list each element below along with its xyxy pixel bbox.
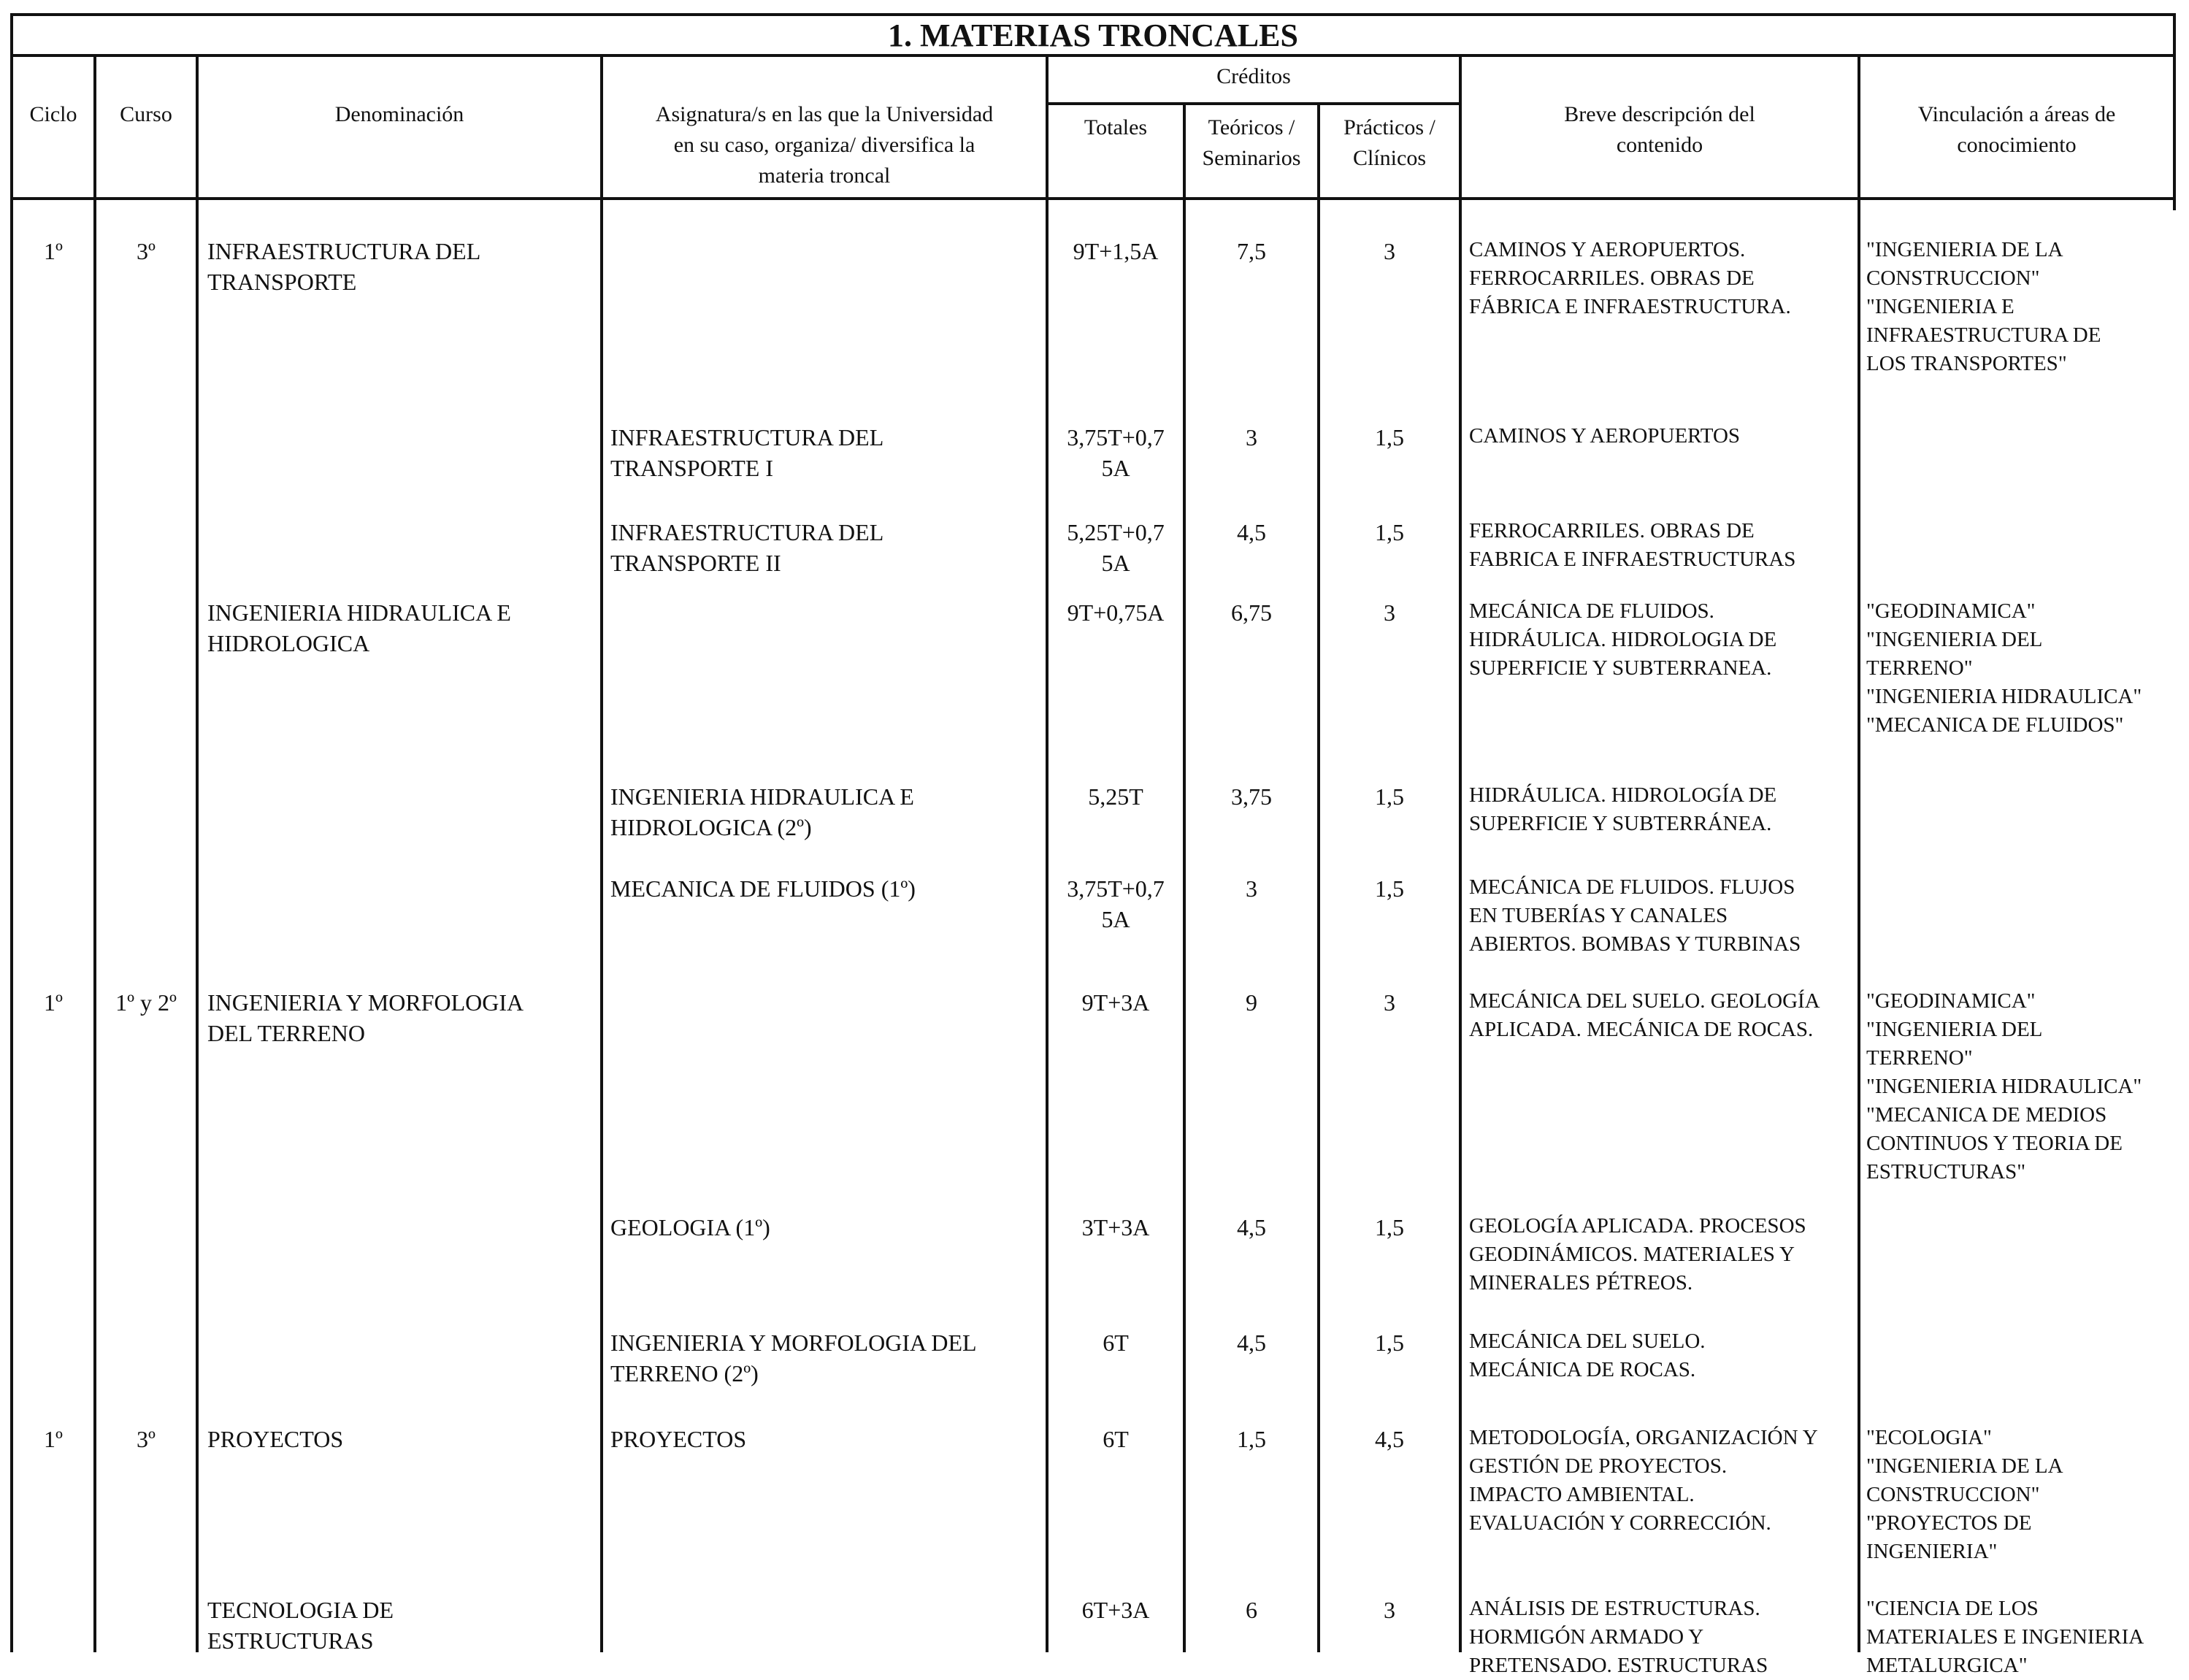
cell-descripcion: MECÁNICA DEL SUELO. GEOLOGÍA APLICADA. MECÁNICA DE ROCAS. [1469, 989, 1820, 1041]
column-rule [196, 57, 199, 1652]
cell-descripcion: MECÁNICA DE FLUIDOS. HIDRÁULICA. HIDROLOGIA DE SUPERFICIE Y SUBTERRANEA. [1469, 599, 1777, 680]
creditos-rule [1046, 102, 1459, 105]
column-rule [1459, 57, 1462, 1652]
header-ciclo: Ciclo [29, 102, 77, 126]
cell-denominacion: INGENIERIA HIDRAULICA E HIDROLOGICA [207, 599, 511, 656]
column-rule [1046, 57, 1049, 1652]
column-rule [10, 57, 13, 1652]
header-practicos: Prácticos / Clínicos [1343, 115, 1435, 170]
cell-teoricos: 3,75 [1231, 783, 1272, 810]
cell-asignatura: MECANICA DE FLUIDOS (1º) [610, 875, 916, 902]
cell-totales: 9T+3A [1081, 989, 1150, 1016]
cell-ciclo: 1º [44, 238, 63, 264]
cell-ciclo: 1º [44, 989, 63, 1016]
cell-descripcion: CAMINOS Y AEROPUERTOS [1469, 424, 1741, 448]
cell-curso: 1º y 2º [115, 989, 177, 1016]
cell-totales: 5,25T+0,7 5A [1067, 519, 1165, 576]
header-curso: Curso [120, 102, 172, 126]
cell-totales: 6T [1103, 1426, 1129, 1452]
header-totales: Totales [1084, 115, 1148, 139]
header-creditos: Créditos [1216, 64, 1291, 88]
cell-vinculacion: "ECOLOGIA" "INGENIERIA DE LA CONSTRUCCION" "PROYECTOS DE INGENIERIA" [1866, 1426, 2063, 1563]
cell-asignatura: INFRAESTRUCTURA DEL TRANSPORTE I [610, 424, 884, 481]
header-denominacion: Denominación [334, 102, 464, 126]
cell-teoricos: 6 [1246, 1597, 1257, 1623]
column-rule [600, 57, 603, 1652]
cell-vinculacion: "CIENCIA DE LOS MATERIALES E INGENIERIA METALURGICA" [1866, 1597, 2144, 1677]
cell-totales: 9T+1,5A [1073, 238, 1159, 264]
cell-denominacion: INFRAESTRUCTURA DEL TRANSPORTE [207, 238, 481, 295]
cell-totales: 3,75T+0,7 5A [1067, 875, 1165, 932]
cell-asignatura: INGENIERIA HIDRAULICA E HIDROLOGICA (2º) [610, 783, 914, 840]
column-rule [1858, 57, 1860, 1652]
cell-descripcion: ANÁLISIS DE ESTRUCTURAS. HORMIGÓN ARMADO Y PRETENSADO. ESTRUCTURAS [1469, 1597, 1768, 1677]
cell-totales: 5,25T [1088, 783, 1143, 810]
cell-ciclo: 1º [44, 1426, 63, 1452]
cell-totales: 6T+3A [1081, 1597, 1150, 1623]
document-page [10, 13, 2176, 1677]
cell-curso: 3º [137, 1426, 156, 1452]
cell-practicos: 3 [1384, 599, 1395, 626]
cell-teoricos: 6,75 [1231, 599, 1272, 626]
cell-descripcion: CAMINOS Y AEROPUERTOS. FERROCARRILES. OBRAS DE FÁBRICA E INFRAESTRUCTURA. [1469, 238, 1791, 318]
cell-vinculacion: "GEODINAMICA" "INGENIERIA DEL TERRENO" "INGENIERIA HIDRAULICA" "MECANICA DE FLUIDOS" [1866, 599, 2142, 737]
cell-totales: 6T [1103, 1330, 1129, 1356]
cell-teoricos: 4,5 [1237, 1214, 1266, 1240]
cell-teoricos: 4,5 [1237, 1330, 1266, 1356]
column-rule [93, 57, 96, 1652]
cell-teoricos: 7,5 [1237, 238, 1266, 264]
cell-practicos: 1,5 [1375, 783, 1404, 810]
cell-practicos: 1,5 [1375, 1214, 1404, 1240]
cell-practicos: 1,5 [1375, 424, 1404, 450]
header-vinculacion: Vinculación a áreas de conocimiento [1917, 102, 2116, 157]
header-descripcion: Breve descripción del contenido [1564, 102, 1755, 157]
cell-practicos: 1,5 [1375, 1330, 1404, 1356]
cell-totales: 3,75T+0,7 5A [1067, 424, 1165, 481]
cell-asignatura: PROYECTOS [610, 1426, 747, 1452]
cell-practicos: 4,5 [1375, 1426, 1404, 1452]
header-asignaturas: Asignatura/s en las que la Universidad en su caso, organiza/ diversifica la materia troncal [655, 102, 994, 188]
column-rule [2173, 57, 2176, 210]
cell-practicos: 1,5 [1375, 875, 1404, 902]
cell-curso: 3º [137, 238, 156, 264]
cell-vinculacion: "INGENIERIA DE LA CONSTRUCCION" "INGENIERIA E INFRAESTRUCTURA DE LOS TRANSPORTES" [1866, 238, 2101, 375]
cell-descripcion: GEOLOGÍA APLICADA. PROCESOS GEODINÁMICOS. MATERIALES Y MINERALES PÉTREOS. [1469, 1214, 1806, 1294]
cell-denominacion: PROYECTOS [207, 1426, 344, 1452]
cell-practicos: 3 [1384, 1597, 1395, 1623]
cell-practicos: 1,5 [1375, 519, 1404, 545]
cell-teoricos: 4,5 [1237, 519, 1266, 545]
cell-teoricos: 3 [1246, 875, 1257, 902]
cell-descripcion: FERROCARRILES. OBRAS DE FABRICA E INFRAESTRUCTURAS [1469, 519, 1796, 571]
cell-teoricos: 9 [1246, 989, 1257, 1016]
cell-denominacion: TECNOLOGIA DE ESTRUCTURAS [207, 1597, 394, 1654]
cell-asignatura: INFRAESTRUCTURA DEL TRANSPORTE II [610, 519, 884, 576]
cell-practicos: 3 [1384, 989, 1395, 1016]
page-title: 1. MATERIAS TRONCALES [10, 13, 2176, 57]
cell-descripcion: HIDRÁULICA. HIDROLOGÍA DE SUPERFICIE Y SUBTERRÁNEA. [1469, 783, 1777, 835]
cell-descripcion: MECÁNICA DEL SUELO. MECÁNICA DE ROCAS. [1469, 1330, 1706, 1381]
cell-descripcion: METODOLOGÍA, ORGANIZACIÓN Y GESTIÓN DE PROYECTOS. IMPACTO AMBIENTAL. EVALUACIÓN Y CORRECCIÓN. [1469, 1426, 1818, 1535]
cell-descripcion: MECÁNICA DE FLUIDOS. FLUJOS EN TUBERÍAS Y CANALES ABIERTOS. BOMBAS Y TURBINAS [1469, 875, 1801, 956]
cell-totales: 3T+3A [1081, 1214, 1150, 1240]
cell-practicos: 3 [1384, 238, 1395, 264]
cell-teoricos: 1,5 [1237, 1426, 1266, 1452]
cell-totales: 9T+0,75A [1067, 599, 1165, 626]
header-teoricos: Teóricos / Seminarios [1202, 115, 1301, 170]
cell-denominacion: INGENIERIA Y MORFOLOGIA DEL TERRENO [207, 989, 524, 1046]
cell-teoricos: 3 [1246, 424, 1257, 450]
cell-vinculacion: "GEODINAMICA" "INGENIERIA DEL TERRENO" "INGENIERIA HIDRAULICA" "MECANICA DE MEDIOS CONTINUOS Y TEORIA DE ESTRUCTURAS" [1866, 989, 2142, 1184]
cell-asignatura: GEOLOGIA (1º) [610, 1214, 770, 1240]
cell-asignatura: INGENIERIA Y MORFOLOGIA DEL TERRENO (2º) [610, 1330, 977, 1386]
header-bottom-rule [10, 197, 2176, 200]
